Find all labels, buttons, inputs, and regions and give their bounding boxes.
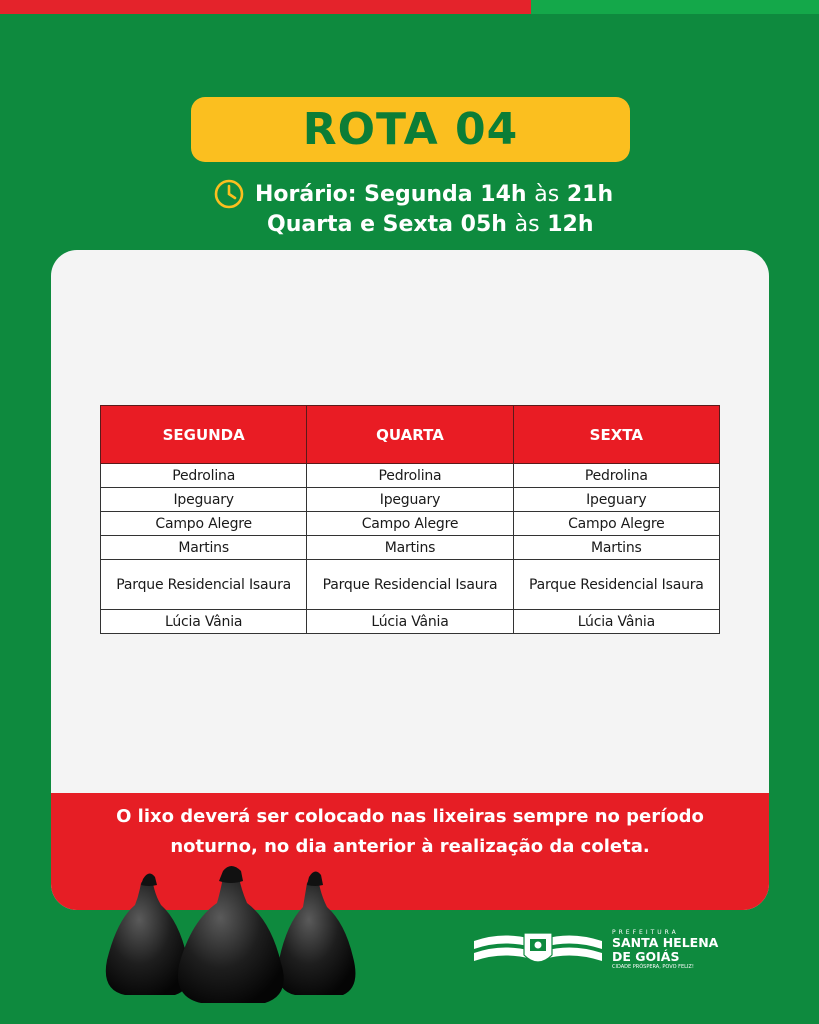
table-cell: Martins bbox=[101, 536, 307, 560]
table-cell: Lúcia Vânia bbox=[307, 610, 513, 634]
header-quarta: QUARTA bbox=[307, 406, 513, 464]
table-cell: Parque Residencial Isaura bbox=[307, 560, 513, 610]
schedule-hours bbox=[213, 178, 683, 237]
hours-line-1-b: 21h bbox=[566, 181, 614, 207]
table-row bbox=[101, 610, 720, 634]
logo-city-line-1: SANTA HELENA bbox=[612, 935, 719, 951]
garbage-bags-icon bbox=[95, 865, 365, 1005]
table-cell: Ipeguary bbox=[513, 488, 719, 512]
top-bar-green bbox=[531, 0, 819, 14]
logo-prefix: PREFEITURA bbox=[612, 929, 679, 937]
logo-city-line-2: DE GOIÁS bbox=[612, 948, 680, 964]
hours-line-2-light: às bbox=[514, 212, 540, 237]
content-card bbox=[51, 250, 769, 910]
header-segunda: SEGUNDA bbox=[101, 406, 307, 464]
table-cell: Campo Alegre bbox=[307, 512, 513, 536]
title-banner bbox=[191, 97, 630, 162]
table-cell: Martins bbox=[307, 536, 513, 560]
table-cell: Lúcia Vânia bbox=[101, 610, 307, 634]
table-cell: Parque Residencial Isaura bbox=[513, 560, 719, 610]
hours-line-1 bbox=[213, 178, 683, 210]
notice-line-2: noturno, no dia anterior à realização da coleta. bbox=[170, 835, 650, 857]
city-emblem-icon bbox=[472, 925, 604, 975]
route-schedule-table bbox=[100, 405, 720, 634]
table-cell: Parque Residencial Isaura bbox=[101, 560, 307, 610]
table-cell: Lúcia Vânia bbox=[513, 610, 719, 634]
table-cell: Campo Alegre bbox=[513, 512, 719, 536]
header-sexta: SEXTA bbox=[513, 406, 719, 464]
table-row bbox=[101, 464, 720, 488]
city-logo bbox=[472, 922, 732, 978]
page-title: ROTA 04 bbox=[302, 104, 519, 155]
top-color-bar bbox=[0, 0, 819, 14]
table-cell: Pedrolina bbox=[101, 464, 307, 488]
table-row bbox=[101, 536, 720, 560]
table-cell: Ipeguary bbox=[101, 488, 307, 512]
notice-line-1: O lixo deverá ser colocado nas lixeiras sempre no período bbox=[116, 805, 704, 827]
table-header-row bbox=[101, 406, 720, 464]
logo-text bbox=[612, 930, 718, 970]
hours-line-2 bbox=[213, 212, 683, 237]
logo-slogan: CIDADE PRÓSPERA, POVO FELIZ! bbox=[612, 963, 694, 970]
hours-line-1-light: às bbox=[534, 181, 560, 207]
table-cell: Martins bbox=[513, 536, 719, 560]
hours-line-1-a: Horário: Segunda 14h bbox=[255, 181, 527, 207]
hours-line-2-b: 12h bbox=[547, 212, 594, 237]
table-cell: Campo Alegre bbox=[101, 512, 307, 536]
hours-line-2-a: Quarta e Sexta 05h bbox=[267, 212, 507, 237]
clock-icon bbox=[213, 178, 245, 210]
top-bar-red bbox=[0, 0, 531, 14]
table-cell: Ipeguary bbox=[307, 488, 513, 512]
table-row bbox=[101, 488, 720, 512]
table-cell: Pedrolina bbox=[513, 464, 719, 488]
table-row bbox=[101, 560, 720, 610]
table-cell: Pedrolina bbox=[307, 464, 513, 488]
table-row bbox=[101, 512, 720, 536]
